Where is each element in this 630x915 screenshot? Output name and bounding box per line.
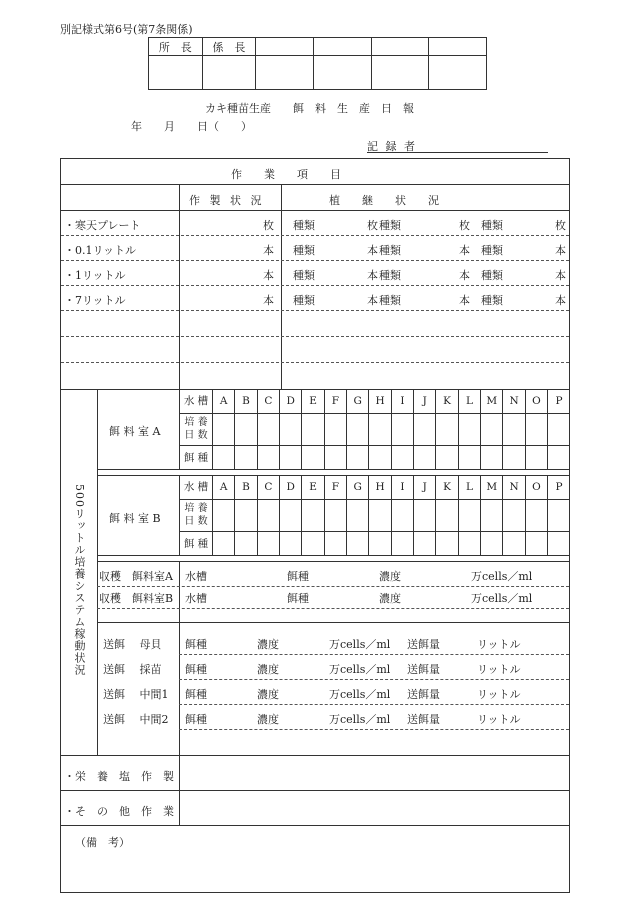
- chief-stamp[interactable]: [202, 56, 256, 90]
- system-label: 500リットル培養システム稼動状況: [73, 484, 86, 676]
- approval-box: [148, 37, 487, 90]
- room-b-label: 餌 料 室 B: [109, 512, 161, 525]
- room-b-grid: 水 槽 A B C D E F G H I J K L M N O P 培 養 日 数 餌 種: [179, 475, 570, 556]
- form-id: 別記様式第6号(第7条関係): [60, 23, 193, 36]
- transfer-status-header: 植 継 状 況: [329, 194, 439, 207]
- work-items-header: 作 業 項 目: [231, 168, 341, 181]
- production-status-header: 作 製 状 況: [189, 194, 265, 207]
- director-label: 所 長: [149, 38, 203, 56]
- director-stamp[interactable]: [149, 56, 203, 90]
- other-work-label: ・そ の 他 作 業: [64, 805, 174, 818]
- report-title: カキ種苗生産 餌 料 生 産 日 報: [205, 102, 414, 115]
- nutrient-label: ・栄 養 塩 作 製: [64, 770, 174, 783]
- recorder-line[interactable]: [367, 152, 548, 153]
- room-a-label: 餌 料 室 A: [109, 425, 161, 438]
- report-form: 作 業 項 目 作 製 状 況 植 継 状 況 ・寒天プレート 枚 種類 枚 種類 枚 種類 枚 ・0.1リットル 本 種類 本 種類 本 種類 本 ・1リットル 本 種類 本 種類 本 種類 本 ・7リットル 本 種類 本 種類 本 種類 本 500リットル培養システム稼動状況 餌 料 室 A 水 槽 A B C D E F G H I J K L M N O P 培 養 日 数 餌 種 餌 料 室 B 水 槽 A B C D E F G H I J K L M N O P 培 養 日 数 餌 種 収穫 餌料室A 水槽 餌種 濃度 万cells／ml 収穫 餌料室B 水槽 餌種 濃度 万cells／ml 送餌 母貝 餌種 濃度 万cells／ml 送餌量 リットル 送餌 採苗 餌種 濃度 万cells／ml 送餌量 リットル 送餌 中間1 餌種 濃度 万cells／ml 送餌量 リットル 送餌 中間2 餌種 濃度 万cells／ml 送餌量 リットル ・栄 養 塩 作 製 ・そ の 他 作 業 （備 考）: [60, 158, 570, 893]
- recorder-label: 記 録 者: [367, 140, 417, 153]
- remarks-label: （備 考）: [75, 836, 130, 849]
- chief-label: 係 長: [202, 38, 256, 56]
- report-date[interactable]: 年 月 日（ ）: [131, 120, 252, 133]
- room-a-grid: 水 槽 A B C D E F G H I J K L M N O P 培 養 日 数 餌 種: [179, 389, 570, 470]
